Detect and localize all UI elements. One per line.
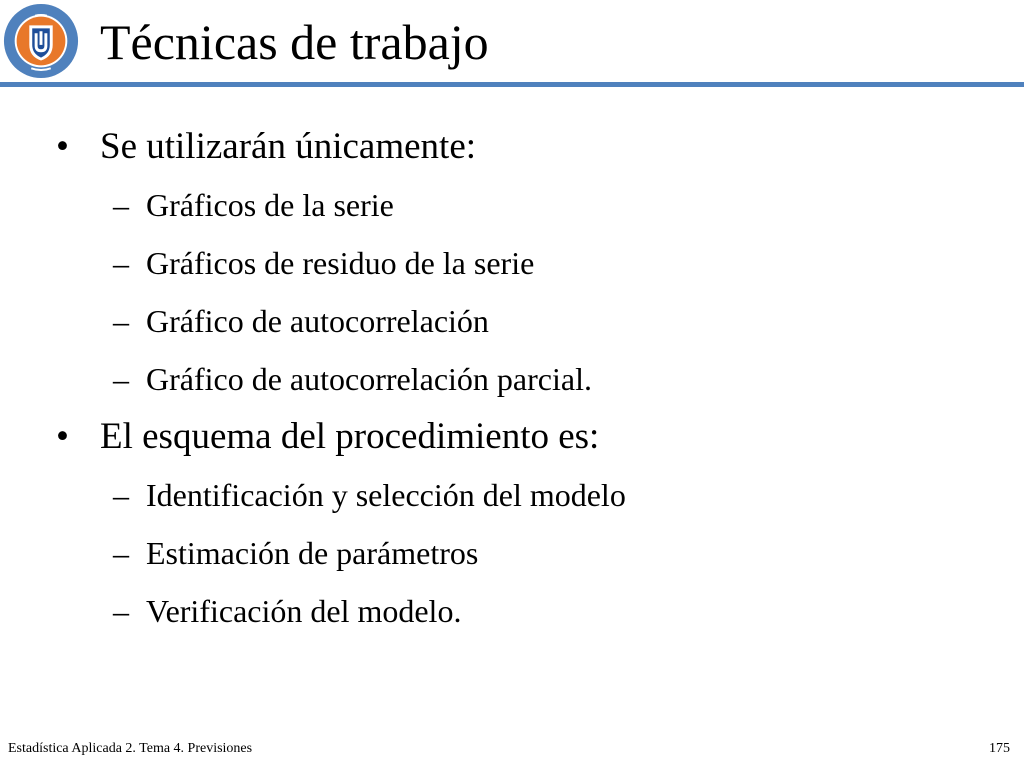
dash-marker: –: [113, 303, 129, 339]
footer-course-label: Estadística Aplicada 2. Tema 4. Previsiones: [8, 741, 253, 756]
slide-content: [0, 118, 1024, 640]
sub-item-text: Estimación de parámetros: [146, 535, 479, 571]
bullet-item: [0, 118, 1024, 176]
bullet-marker: •: [56, 126, 69, 167]
sub-item: [0, 466, 1024, 524]
bullet-marker: •: [56, 416, 69, 457]
dash-marker: –: [113, 361, 129, 397]
sub-item-text: Identificación y selección del modelo: [146, 477, 626, 513]
sub-item-text: Gráfico de autocorrelación parcial.: [146, 361, 592, 397]
sub-item: [0, 350, 1024, 408]
sub-item: [0, 234, 1024, 292]
dash-marker: –: [113, 535, 129, 571]
sub-item: [0, 582, 1024, 640]
sub-item: [0, 524, 1024, 582]
bullet-text: Se utilizarán únicamente:: [100, 126, 477, 167]
dash-marker: –: [113, 477, 129, 513]
dash-marker: –: [113, 187, 129, 223]
title-divider: [0, 82, 1024, 87]
sub-item: [0, 292, 1024, 350]
bullet-item: [0, 408, 1024, 466]
sub-item-text: Gráficos de residuo de la serie: [146, 245, 535, 281]
sub-item-text: Gráfico de autocorrelación: [146, 303, 489, 339]
university-seal-icon: [2, 2, 80, 80]
dash-marker: –: [113, 245, 129, 281]
sub-item: [0, 176, 1024, 234]
bullet-text: El esquema del procedimiento es:: [100, 416, 600, 457]
sub-item-text: Gráficos de la serie: [146, 187, 394, 223]
sub-item-text: Verificación del modelo.: [146, 593, 462, 629]
page-number: 175: [989, 741, 1010, 756]
slide-title: Técnicas de trabajo: [100, 14, 489, 70]
dash-marker: –: [113, 593, 129, 629]
